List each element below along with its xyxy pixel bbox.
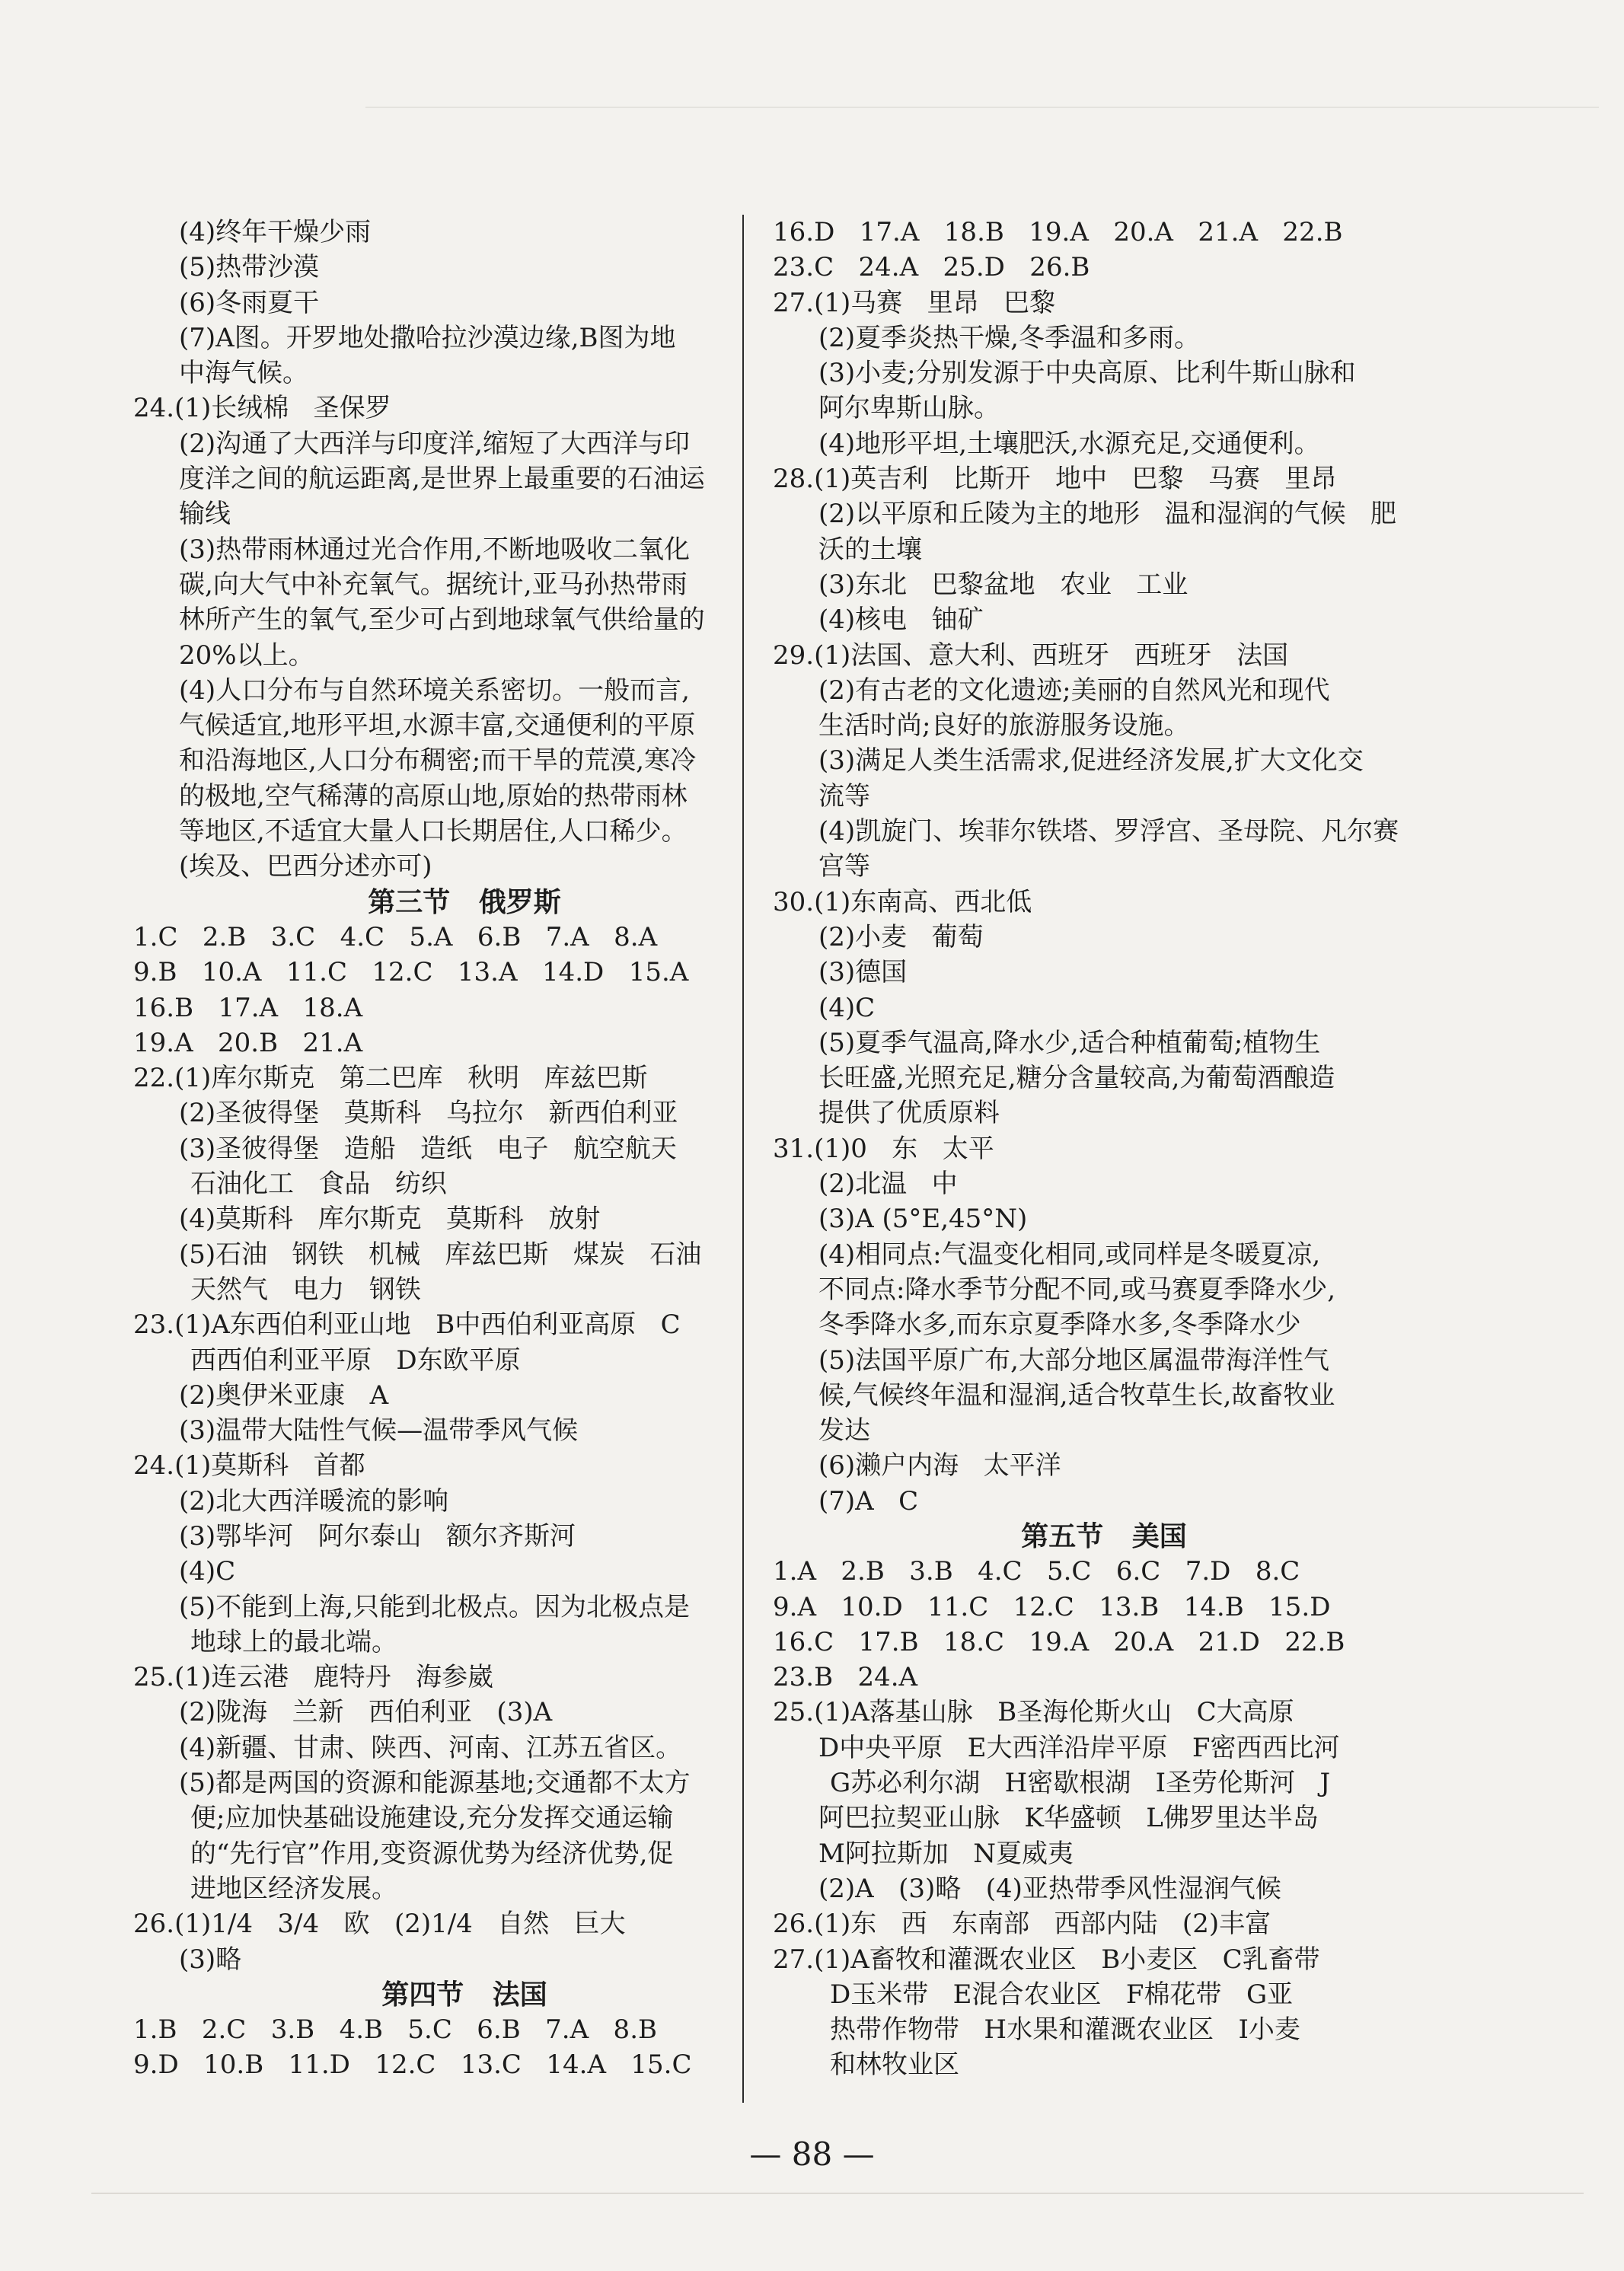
- section-heading: 第四节 法国: [381, 1978, 547, 2011]
- answer-line: 27.(1)马赛 里昂 巴黎: [773, 287, 1056, 318]
- answer-line: (3)热带雨林通过光合作用,不断地吸收二氧化: [179, 534, 690, 565]
- answer-line: (4)新疆、甘肃、陕西、河南、江苏五省区。: [179, 1732, 682, 1763]
- answer-line: G苏必利尔湖 H密歇根湖 I圣劳伦斯河 J: [830, 1768, 1331, 1799]
- answer-line: (4)地形平坦,土壤肥沃,水源充足,交通便利。: [818, 428, 1320, 459]
- answer-line: (5)石油 钢铁 机械 库兹巴斯 煤炭 石油: [179, 1239, 702, 1270]
- answer-line: (3)A (5°E,45°N): [818, 1204, 1028, 1235]
- answer-line: 28.(1)英吉利 比斯开 地中 巴黎 马赛 里昂: [773, 464, 1337, 495]
- column-divider: [742, 215, 744, 2103]
- right-column: [773, 215, 1435, 2083]
- answer-line: 24.(1)莫斯科 首都: [133, 1450, 365, 1482]
- page-number: — 88 —: [749, 2135, 875, 2173]
- answer-line: (2)夏季炎热干燥,冬季温和多雨。: [818, 322, 1200, 353]
- answer-line: 1.B 2.C 3.B 4.B 5.C 6.B 7.A 8.B: [133, 2014, 657, 2046]
- answer-line: (5)都是两国的资源和能源基地;交通都不太方: [179, 1768, 691, 1799]
- answer-line: 天然气 电力 钢铁: [190, 1274, 421, 1305]
- answer-line: 长旺盛,光照充足,糖分含量较高,为葡萄酒酿造: [818, 1063, 1335, 1094]
- answer-line: (7)A C: [818, 1485, 919, 1517]
- answer-line: 27.(1)A畜牧和灌溉农业区 B小麦区 C乳畜带: [773, 1944, 1320, 1975]
- answer-line: 阿巴拉契亚山脉 K华盛顿 L佛罗里达半岛: [818, 1803, 1319, 1834]
- answer-line: (6)冬雨夏干: [179, 287, 320, 318]
- answer-line: (5)夏季气温高,降水少,适合种植葡萄;植物生: [818, 1027, 1321, 1058]
- answer-line: 沃的土壤: [818, 534, 922, 565]
- answer-line: (3)满足人类生活需求,促进经济发展,扩大文化交: [818, 745, 1364, 777]
- answer-line: (3)温带大陆性气候—温带季风气候: [179, 1415, 579, 1446]
- answer-line: (2)奥伊米亚康 A: [179, 1380, 389, 1411]
- answer-line: 林所产生的氧气,至少可占到地球氧气供给量的: [179, 604, 705, 636]
- answer-line: 23.C 24.A 25.D 26.B: [773, 252, 1090, 283]
- answer-line: 流等: [818, 780, 870, 812]
- top-rule: [365, 107, 1599, 108]
- answer-line: D玉米带 E混合农业区 F棉花带 G亚: [830, 1979, 1294, 2010]
- answer-line: (2)有古老的文化遗迹;美丽的自然风光和现代: [818, 675, 1330, 706]
- answer-line: 度洋之间的航运距离,是世界上最重要的石油运: [179, 464, 705, 495]
- answer-line: 中海气候。: [179, 358, 308, 389]
- answer-line: D中央平原 E大西洋沿岸平原 F密西西比河: [818, 1732, 1340, 1763]
- answer-line: (3)圣彼得堡 造船 造纸 电子 航空航天: [179, 1133, 677, 1164]
- answer-line: 地球上的最北端。: [190, 1626, 397, 1657]
- answer-line: 16.B 17.A 18.A: [133, 992, 363, 1023]
- answer-line: 热带作物带 H水果和灌溉农业区 I小麦: [830, 2014, 1300, 2046]
- answer-line: (2)北大西洋暖流的影响: [179, 1485, 449, 1517]
- answer-line: 9.D 10.B 11.D 12.C 13.C 14.A 15.C: [133, 2049, 692, 2081]
- answer-line: (3)东北 巴黎盆地 农业 工业: [818, 569, 1188, 600]
- answer-line: 输线: [179, 499, 231, 530]
- answer-line: (2)圣彼得堡 莫斯科 乌拉尔 新西伯利亚: [179, 1098, 678, 1129]
- answer-line: M阿拉斯加 N夏威夷: [818, 1838, 1074, 1869]
- answer-line: 22.(1)库尔斯克 第二巴库 秋明 库兹巴斯: [133, 1063, 648, 1094]
- answer-line: 发达: [818, 1415, 870, 1446]
- answer-line: 16.D 17.A 18.B 19.A 20.A 21.A 22.B: [773, 217, 1343, 247]
- answer-line: (4)凯旋门、埃菲尔铁塔、罗浮宫、圣母院、凡尔赛: [818, 816, 1399, 847]
- answer-line: (4)核电 铀矿: [818, 604, 984, 636]
- answer-line: 1.C 2.B 3.C 4.C 5.A 6.B 7.A 8.A: [133, 921, 658, 952]
- answer-line: 生活时尚;良好的旅游服务设施。: [818, 710, 1190, 742]
- answer-line: (埃及、巴西分述亦可): [179, 851, 432, 882]
- answer-line: 24.(1)长绒棉 圣保罗: [133, 393, 391, 424]
- answer-line: (2)小麦 葡萄: [818, 921, 984, 952]
- answer-line: (6)濑户内海 太平洋: [818, 1450, 1061, 1482]
- answer-line: 29.(1)法国、意大利、西班牙 西班牙 法国: [773, 640, 1289, 671]
- answer-line: (4)莫斯科 库尔斯克 莫斯科 放射: [179, 1204, 601, 1235]
- answer-line: (4)C: [818, 992, 876, 1023]
- answer-line: 阿尔卑斯山脉。: [818, 393, 1000, 424]
- bottom-rule: [91, 2193, 1584, 2194]
- answer-line: (4)终年干燥少雨: [179, 217, 372, 247]
- answer-line: (3)略: [179, 1944, 242, 1975]
- answer-line: (2)A (3)略 (4)亚热带季风性湿润气候: [818, 1873, 1281, 1904]
- answer-line: (3)德国: [818, 957, 908, 988]
- answer-line: 25.(1)连云港 鹿特丹 海参崴: [133, 1662, 494, 1693]
- answer-line: 19.A 20.B 21.A: [133, 1027, 363, 1058]
- answer-line: 西西伯利亚平原 D东欧平原: [190, 1344, 521, 1376]
- answer-line: (5)不能到上海,只能到北极点。因为北极点是: [179, 1591, 690, 1622]
- answer-line: (7)A图。开罗地处撒哈拉沙漠边缘,B图为地: [179, 322, 676, 353]
- answer-line: (4)人口分布与自然环境关系密切。一般而言,: [179, 675, 690, 706]
- answer-line: 16.C 17.B 18.C 19.A 20.A 21.D 22.B: [773, 1626, 1345, 1657]
- answer-line: 30.(1)东南高、西北低: [773, 886, 1032, 917]
- answer-line: 不同点:降水季节分配不同,或马赛夏季降水少,: [818, 1274, 1336, 1305]
- answer-line: (2)北温 中: [818, 1169, 958, 1200]
- answer-line: (2)以平原和丘陵为主的地形 温和湿润的气候 肥: [818, 499, 1397, 530]
- left-column: [133, 215, 796, 2083]
- answer-line: 冬季降水多,而东京夏季降水多,冬季降水少: [818, 1309, 1301, 1341]
- answer-line: 26.(1)1/4 3/4 欧 (2)1/4 自然 巨大: [133, 1909, 626, 1940]
- answer-line: 1.A 2.B 3.B 4.C 5.C 6.C 7.D 8.C: [773, 1556, 1300, 1587]
- answer-line: 进地区经济发展。: [190, 1873, 397, 1904]
- answer-line: 23.B 24.A: [773, 1662, 918, 1693]
- answer-line: 和林牧业区: [830, 2049, 959, 2081]
- answer-line: 提供了优质原料: [818, 1098, 1000, 1129]
- answer-line: 26.(1)东 西 东南部 西部内陆 (2)丰富: [773, 1909, 1271, 1940]
- answer-line: 9.A 10.D 11.C 12.C 13.B 14.B 15.D: [773, 1591, 1331, 1622]
- answer-line: 石油化工 食品 纺织: [190, 1169, 447, 1200]
- answer-line: 的极地,空气稀薄的高原山地,原始的热带雨林: [179, 780, 688, 812]
- answer-line: (3)小麦;分别发源于中央高原、比利牛斯山脉和: [818, 358, 1356, 389]
- answer-line: (4)C: [179, 1556, 236, 1587]
- answer-line: (5)法国平原广布,大部分地区属温带海洋性气: [818, 1344, 1329, 1376]
- answer-line: 23.(1)A东西伯利亚山地 B中西伯利亚高原 C: [133, 1309, 681, 1341]
- answer-line: 和沿海地区,人口分布稠密;而干旱的荒漠,寒冷: [179, 745, 697, 777]
- answer-line: 20%以上。: [179, 640, 314, 671]
- answer-line: 便;应加快基础设施建设,充分发挥交通运输: [190, 1803, 674, 1834]
- answer-line: (4)相同点:气温变化相同,或同样是冬暖夏凉,: [818, 1239, 1321, 1270]
- answer-line: 的“先行官”作用,变资源优势为经济优势,促: [190, 1838, 674, 1869]
- section-heading: 第五节 美国: [1021, 1520, 1187, 1552]
- answer-line: (5)热带沙漠: [179, 252, 320, 283]
- answer-line: 25.(1)A落基山脉 B圣海伦斯火山 C大高原: [773, 1697, 1294, 1728]
- answer-line: 等地区,不适宜大量人口长期居住,人口稀少。: [179, 816, 688, 847]
- answer-line: 候,气候终年温和湿润,适合牧草生长,故畜牧业: [818, 1380, 1335, 1411]
- answer-line: (3)鄂毕河 阿尔泰山 额尔齐斯河: [179, 1520, 576, 1552]
- answer-line: 碳,向大气中补充氧气。据统计,亚马孙热带雨: [179, 569, 688, 600]
- answer-line: (2)陇海 兰新 西伯利亚 (3)A: [179, 1697, 553, 1728]
- answer-line: 气候适宜,地形平坦,水源丰富,交通便利的平原: [179, 710, 696, 742]
- section-heading: 第三节 俄罗斯: [368, 885, 561, 918]
- answer-line: 宫等: [818, 851, 870, 882]
- answer-line: 9.B 10.A 11.C 12.C 13.A 14.D 15.A: [133, 957, 689, 988]
- answer-line: (2)沟通了大西洋与印度洋,缩短了大西洋与印: [179, 428, 690, 459]
- answer-line: 31.(1)0 东 太平: [773, 1133, 994, 1164]
